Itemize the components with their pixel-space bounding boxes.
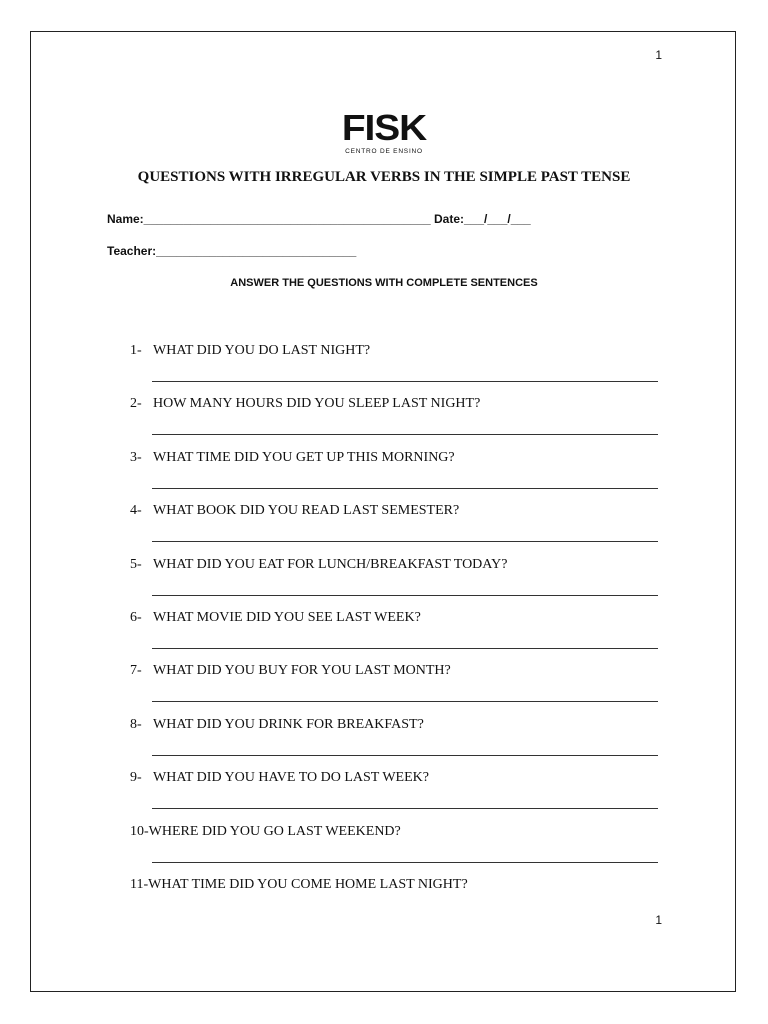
question-text: WHAT DID YOU BUY FOR YOU LAST MONTH? — [153, 663, 451, 679]
question-number: 8- — [130, 716, 142, 732]
answer-line[interactable] — [152, 755, 658, 756]
question-item — [130, 877, 468, 893]
question-text: WHAT TIME DID YOU GET UP THIS MORNING? — [153, 449, 455, 465]
answer-line[interactable] — [152, 808, 658, 809]
question-item — [130, 770, 429, 786]
page-number-bottom: 1 — [655, 913, 662, 927]
answer-line[interactable] — [152, 648, 658, 649]
answer-line[interactable] — [152, 541, 658, 542]
question-item — [130, 450, 455, 466]
logo-tagline: CENTRO DE ENSINO — [345, 148, 423, 155]
question-number: 3- — [130, 449, 142, 465]
question-text: WHAT DID YOU DRINK FOR BREAKFAST? — [153, 716, 424, 732]
answer-line[interactable] — [152, 595, 658, 596]
worksheet-title: QUESTIONS WITH IRREGULAR VERBS IN THE SIMPLE PAST TENSE — [137, 169, 631, 185]
question-item — [130, 343, 370, 359]
question-number: 10- — [130, 823, 149, 839]
question-number: 11- — [130, 877, 149, 892]
question-item — [130, 557, 507, 573]
question-item — [130, 717, 424, 733]
question-number: 9- — [130, 770, 142, 786]
question-number: 4- — [130, 503, 142, 519]
question-number: 5- — [130, 556, 142, 572]
question-text: WHAT DID YOU EAT FOR LUNCH/BREAKFAST TODAY? — [153, 556, 508, 572]
question-item — [130, 396, 480, 412]
question-text: WHAT MOVIE DID YOU SEE LAST WEEK? — [153, 610, 421, 625]
answer-line[interactable] — [152, 381, 658, 382]
question-text: HOW MANY HOURS DID YOU SLEEP LAST NIGHT? — [153, 396, 481, 412]
question-number: 1- — [130, 343, 142, 358]
question-number: 7- — [130, 663, 142, 679]
answer-line[interactable] — [152, 862, 658, 863]
question-item — [130, 503, 459, 519]
name-date-field: Name:___________________________________________ Date:___/___/___ — [107, 212, 531, 226]
question-text: WHAT BOOK DID YOU READ LAST SEMESTER? — [153, 503, 460, 519]
question-item — [130, 610, 421, 626]
page-number-top: 1 — [655, 48, 662, 62]
answer-line[interactable] — [152, 488, 658, 489]
question-item — [130, 824, 401, 840]
answer-line[interactable] — [152, 701, 658, 702]
question-text: WHAT DID YOU HAVE TO DO LAST WEEK? — [153, 770, 429, 786]
question-text: WHAT TIME DID YOU COME HOME LAST NIGHT? — [148, 877, 468, 892]
question-text: WHERE DID YOU GO LAST WEEKEND? — [148, 823, 401, 839]
question-item — [130, 663, 451, 679]
question-number: 2- — [130, 396, 142, 412]
answer-line[interactable] — [152, 434, 658, 435]
logo-wordmark: FISK — [341, 107, 427, 148]
teacher-field: Teacher:______________________________ — [107, 244, 357, 258]
question-text: WHAT DID YOU DO LAST NIGHT? — [153, 343, 371, 358]
question-number: 6- — [130, 610, 142, 625]
instructions: ANSWER THE QUESTIONS WITH COMPLETE SENTENCES — [230, 277, 538, 289]
